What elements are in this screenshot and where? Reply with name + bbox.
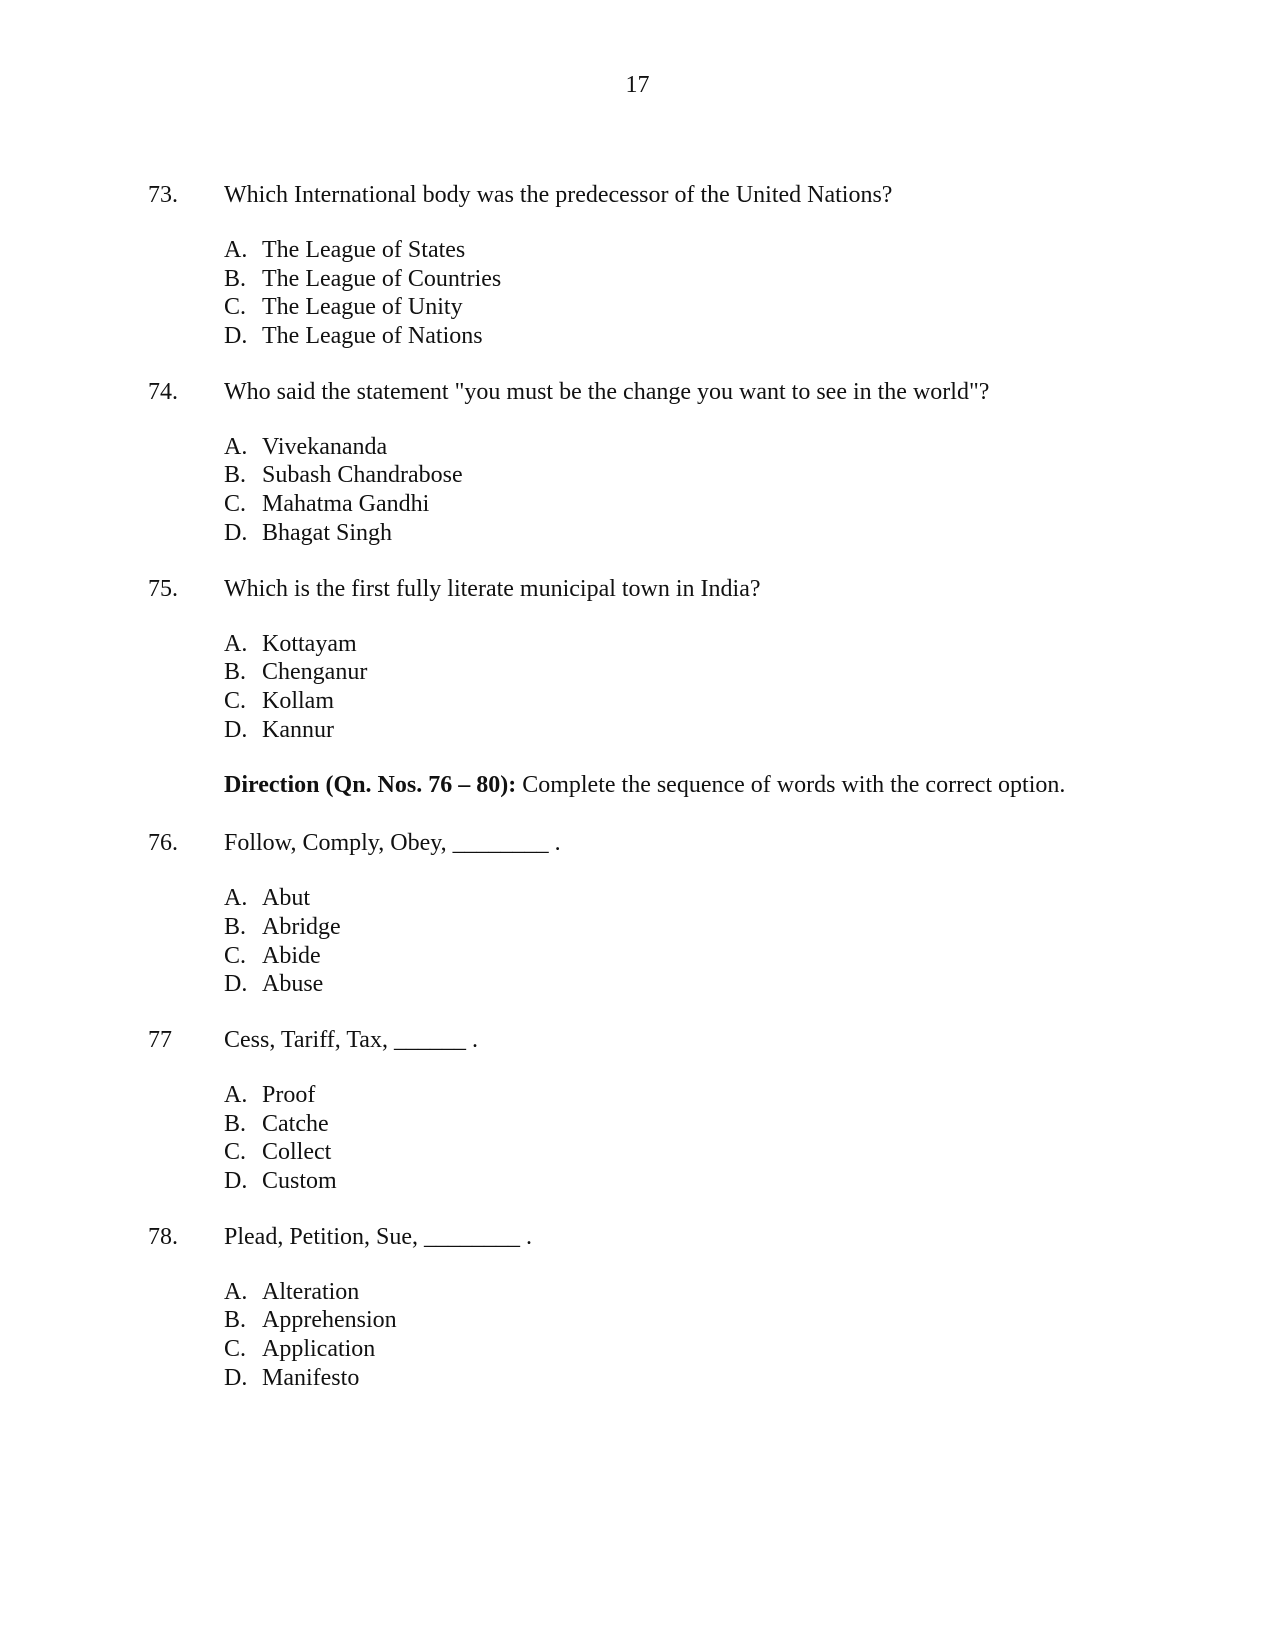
question-text: Cess, Tariff, Tax, ______ . — [224, 1027, 478, 1053]
page-number: 17 — [625, 72, 650, 98]
option-letter: A. — [224, 1278, 248, 1305]
option-76-b — [0, 913, 1275, 942]
option-74-d — [0, 519, 1275, 548]
option-74-a — [0, 433, 1275, 462]
option-text: Apprehension — [262, 1307, 397, 1334]
question-78 — [0, 1223, 1275, 1251]
option-75-b — [0, 658, 1275, 687]
option-letter: B. — [224, 659, 247, 686]
option-73-b — [0, 265, 1275, 294]
option-letter: A. — [224, 433, 248, 460]
option-73-d — [0, 322, 1275, 351]
option-78-b — [0, 1306, 1275, 1335]
option-text: Abut — [262, 885, 310, 912]
question-77 — [0, 1026, 1275, 1054]
option-letter: A. — [224, 1082, 248, 1108]
option-76-a — [0, 884, 1275, 913]
options-74 — [0, 433, 1275, 548]
option-letter: D. — [224, 1168, 248, 1195]
option-letter: B. — [224, 265, 247, 292]
option-text: Bhagat Singh — [262, 519, 392, 546]
option-text: The League of Nations — [262, 323, 483, 350]
option-text: Alteration — [262, 1278, 360, 1305]
question-number: 75. — [148, 575, 178, 602]
option-text: The League of Countries — [262, 265, 502, 292]
options-73 — [0, 236, 1275, 351]
question-text: Plead, Petition, Sue, ________ . — [224, 1223, 532, 1250]
option-text: Abuse — [262, 971, 324, 998]
option-text: Kollam — [262, 687, 334, 714]
direction-note — [0, 771, 1275, 799]
option-letter: C. — [224, 491, 247, 518]
option-77-a — [0, 1081, 1275, 1110]
option-74-c — [0, 490, 1275, 519]
option-77-b — [0, 1110, 1275, 1139]
options-75 — [0, 630, 1275, 745]
question-76 — [0, 829, 1275, 857]
question-number: 76. — [148, 830, 178, 857]
direction-line — [224, 771, 1065, 799]
option-77-d — [0, 1167, 1275, 1196]
option-letter: B. — [224, 462, 247, 489]
question-text: Which is the first fully literate municipal town in India? — [224, 575, 761, 602]
question-73 — [0, 181, 1275, 209]
question-number: 74. — [148, 378, 178, 405]
option-letter: A. — [224, 885, 248, 912]
option-letter: D. — [224, 971, 248, 998]
option-text: Collect — [262, 1139, 332, 1166]
question-number: 78. — [148, 1223, 178, 1250]
question-text: Which International body was the predecessor of the United Nations? — [224, 182, 893, 208]
option-letter: C. — [224, 942, 247, 969]
question-list — [0, 181, 1275, 1420]
option-75-a — [0, 630, 1275, 659]
question-number: 77 — [148, 1027, 172, 1053]
option-text: Abide — [262, 942, 321, 969]
option-text: Chenganur — [262, 659, 368, 686]
option-letter: D. — [224, 716, 248, 743]
option-77-c — [0, 1138, 1275, 1167]
option-text: Kannur — [262, 716, 334, 743]
direction-text: Complete the sequence of words with the correct option. — [516, 772, 1066, 799]
option-text: Mahatma Gandhi — [262, 491, 430, 518]
option-text: The League of Unity — [262, 294, 463, 321]
option-73-c — [0, 293, 1275, 322]
option-letter: C. — [224, 687, 247, 714]
option-text: Kottayam — [262, 630, 357, 657]
question-text: Follow, Comply, Obey, ________ . — [224, 830, 561, 857]
options-78 — [0, 1278, 1275, 1393]
option-letter: B. — [224, 913, 247, 940]
option-76-c — [0, 942, 1275, 971]
option-letter: C. — [224, 1336, 247, 1363]
option-letter: A. — [224, 630, 248, 657]
question-number: 73. — [148, 182, 178, 208]
option-letter: C. — [224, 294, 247, 321]
option-text: Catche — [262, 1110, 329, 1137]
option-text: The League of States — [262, 237, 466, 263]
option-78-c — [0, 1335, 1275, 1364]
options-76 — [0, 884, 1275, 999]
option-78-a — [0, 1278, 1275, 1307]
option-text: Vivekananda — [262, 433, 388, 460]
option-text: Subash Chandrabose — [262, 462, 463, 489]
question-75 — [0, 575, 1275, 603]
option-letter: D. — [224, 519, 248, 546]
direction-label: Direction (Qn. Nos. 76 – 80): — [224, 772, 517, 799]
option-letter: B. — [224, 1110, 247, 1137]
option-73-a — [0, 236, 1275, 265]
option-text: Abridge — [262, 913, 341, 940]
options-77 — [0, 1081, 1275, 1196]
option-text: Application — [262, 1336, 376, 1363]
option-78-d — [0, 1364, 1275, 1393]
option-letter: C. — [224, 1139, 247, 1166]
question-74 — [0, 378, 1275, 406]
question-text: Who said the statement "you must be the change you want to see in the world"? — [224, 378, 990, 405]
option-text: Proof — [262, 1082, 316, 1108]
option-letter: D. — [224, 323, 248, 350]
option-letter: A. — [224, 237, 248, 263]
option-text: Custom — [262, 1168, 337, 1195]
option-75-d — [0, 716, 1275, 745]
option-75-c — [0, 687, 1275, 716]
option-74-b — [0, 461, 1275, 490]
option-76-d — [0, 970, 1275, 999]
option-letter: B. — [224, 1307, 247, 1334]
option-text: Manifesto — [262, 1364, 360, 1391]
option-letter: D. — [224, 1364, 248, 1391]
